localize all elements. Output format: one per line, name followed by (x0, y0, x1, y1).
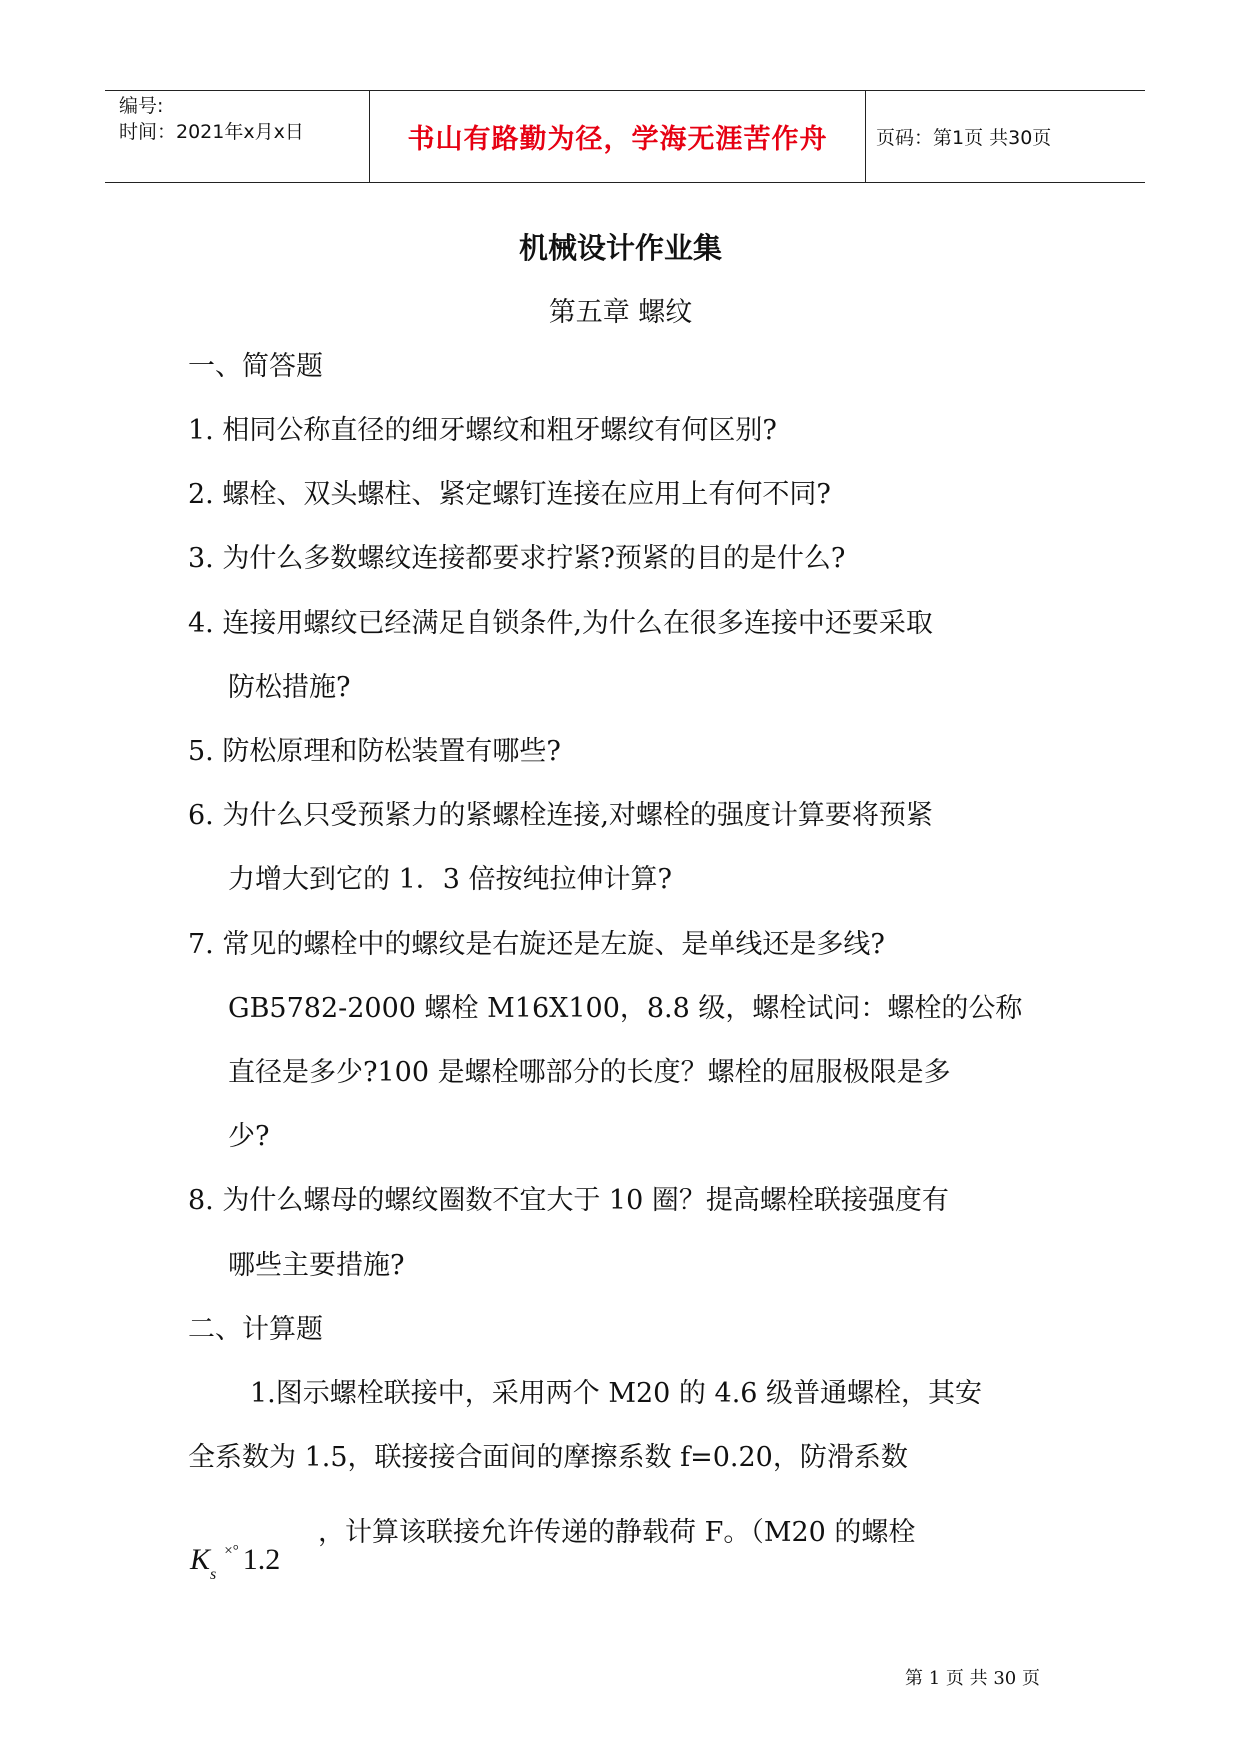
calculation-line: ，计算该联接允许传递的静载荷 F。（M20 的螺栓 (318, 1517, 916, 1548)
chapter-title: 第五章 螺纹 (548, 297, 693, 328)
formula-value: 1.2 (242, 1543, 281, 1576)
formula-approx-sign: ×° (224, 1543, 239, 1559)
question-line: GB5782-2000 螺栓 M16X100，8.8 级，螺栓试问：螺栓的公称 (228, 993, 1023, 1024)
document-title: 机械设计作业集 (518, 231, 722, 265)
question-line: 防松措施? (228, 672, 351, 703)
question-line: 5. 防松原理和防松装置有哪些? (188, 736, 561, 767)
question-line: 8. 为什么螺母的螺纹圈数不宜大于 10 圈？提高螺栓联接强度有 (188, 1185, 949, 1216)
section-heading-short-answer: 一、简答题 (188, 351, 323, 382)
formula-symbol: K (190, 1543, 211, 1576)
question-line: 直径是多少?100 是螺栓哪部分的长度？螺栓的屈服极限是多 (228, 1057, 951, 1088)
document-header (105, 90, 1145, 183)
formula-subscript: s (210, 1566, 217, 1583)
calculation-line: 全系数为 1.5，联接接合面间的摩擦系数 f=0.20，防滑系数 (188, 1442, 908, 1473)
page-info: 页码：第1页 共30页 (876, 127, 1052, 149)
question-line: 6. 为什么只受预紧力的紧螺栓连接,对螺栓的强度计算要将预紧 (188, 800, 933, 831)
serial-number-label: 编号: (119, 95, 164, 117)
formula-ks (190, 1543, 281, 1583)
question-line: 力增大到它的 1．3 倍按纯拉伸计算? (228, 864, 672, 895)
section-heading-calculation: 二、计算题 (188, 1314, 323, 1345)
page-footer: 第 1 页 共 30 页 (905, 1668, 1040, 1689)
question-line: 哪些主要措施? (228, 1250, 405, 1281)
header-left-cell (105, 91, 369, 182)
header-motto-cell (369, 91, 866, 182)
header-right-cell (864, 91, 1145, 182)
question-line: 1. 相同公称直径的细牙螺纹和粗牙螺纹有何区别? (188, 415, 777, 446)
motto: 书山有路勤为径，学海无涯苦作舟 (407, 124, 828, 155)
question-line: 7. 常见的螺栓中的螺纹是右旋还是左旋、是单线还是多线? (188, 929, 885, 960)
calculation-line: 1.图示螺栓联接中，采用两个 M20 的 4.6 级普通螺栓，其安 (250, 1378, 983, 1409)
question-line: 2. 螺栓、双头螺柱、紧定螺钉连接在应用上有何不同? (188, 479, 831, 510)
question-line: 少? (228, 1121, 270, 1152)
question-line: 3. 为什么多数螺纹连接都要求拧紧?预紧的目的是什么? (188, 543, 846, 574)
date-label: 时间：2021年x月x日 (119, 121, 304, 143)
question-line: 4. 连接用螺纹已经满足自锁条件,为什么在很多连接中还要采取 (188, 608, 933, 639)
